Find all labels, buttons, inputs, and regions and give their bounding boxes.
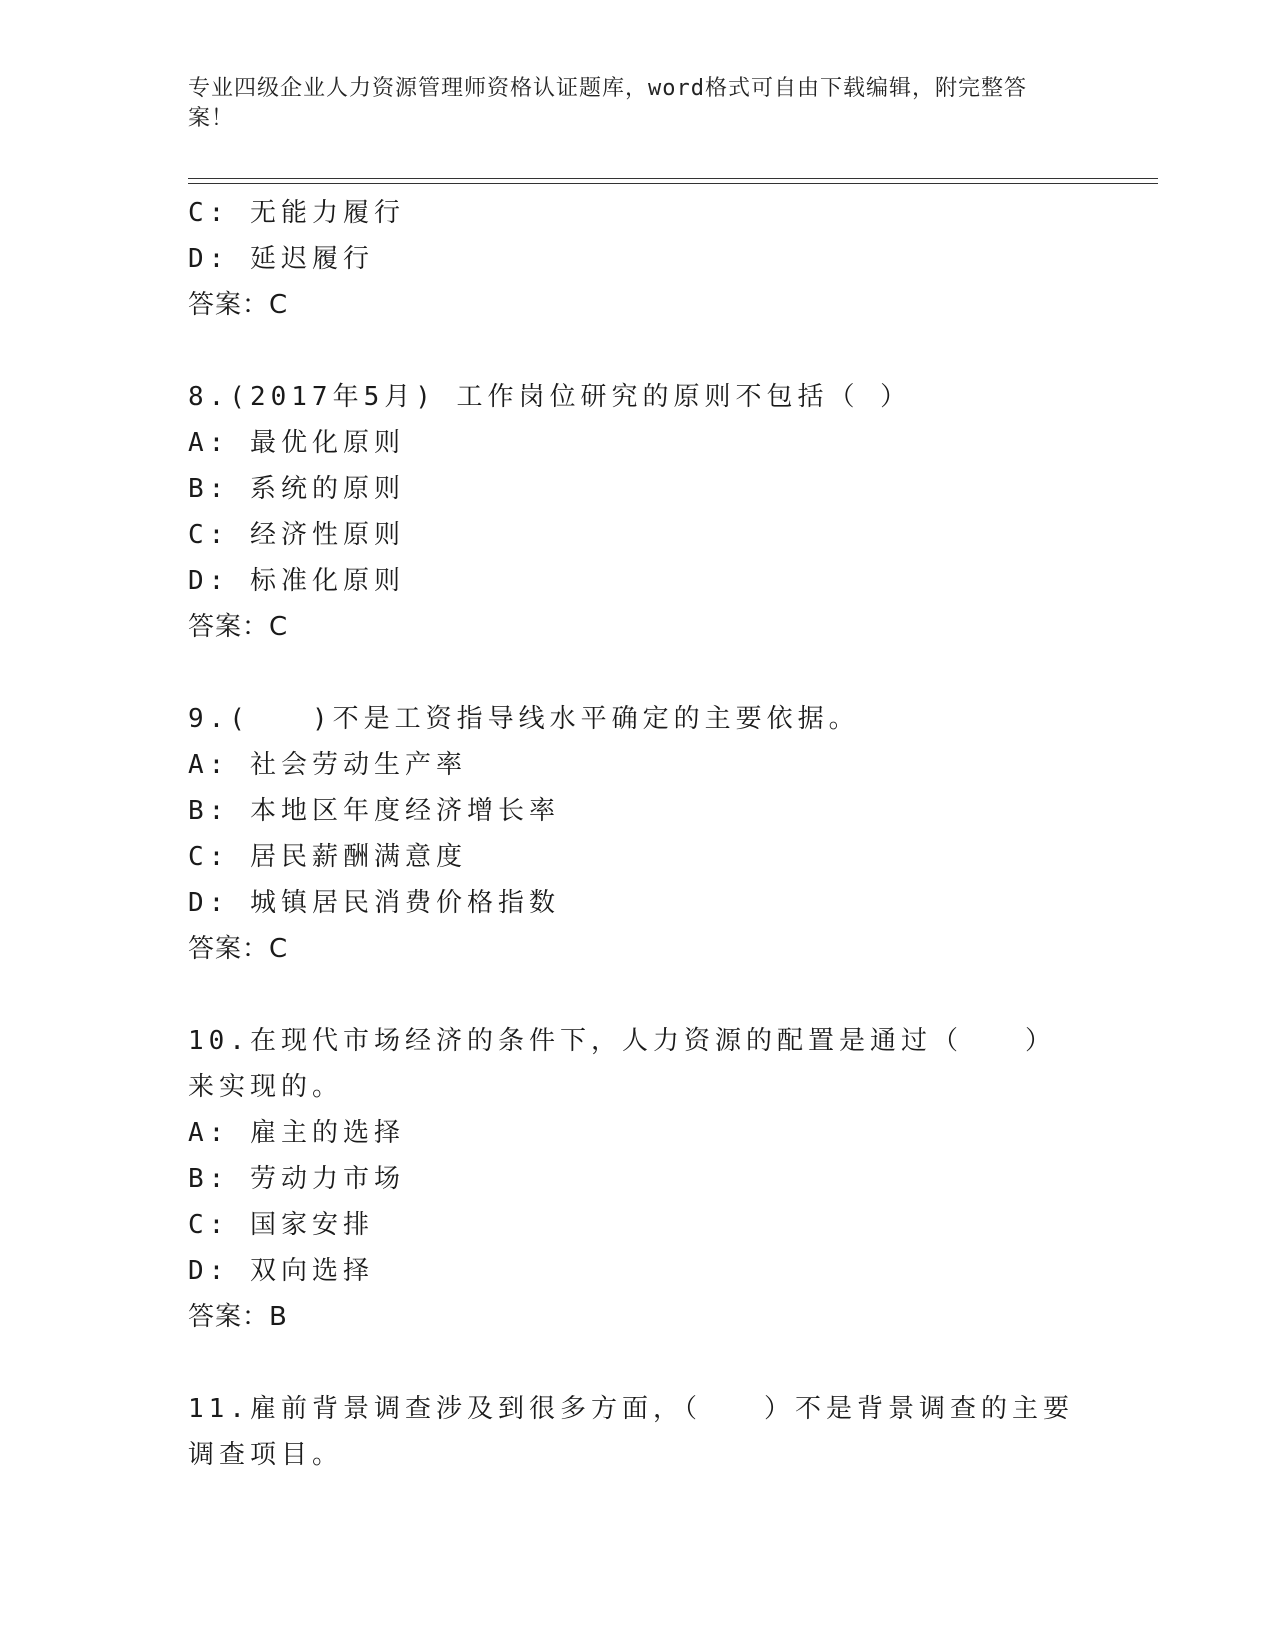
question-11 xyxy=(188,1386,1088,1478)
answer-line: 答案：C xyxy=(188,612,289,642)
option-b: B: 劳动力市场 xyxy=(188,1164,405,1194)
option-d: D: 城镇居民消费价格指数 xyxy=(188,888,560,918)
option-c: C: 居民薪酬满意度 xyxy=(188,842,467,872)
option-c: C: 国家安排 xyxy=(188,1210,374,1240)
option-a: A: 雇主的选择 xyxy=(188,1118,405,1148)
option-c: C: 无能力履行 xyxy=(188,198,405,228)
option-b: B: 本地区年度经济增长率 xyxy=(188,796,560,826)
question-text: 10.在现代市场经济的条件下，人力资源的配置是通过（ ）来实现的。 xyxy=(188,1026,1056,1102)
answer-line: 答案：C xyxy=(188,934,289,964)
question-10 xyxy=(188,1018,1088,1340)
question-text: 11.雇前背景调查涉及到很多方面，（ ）不是背景调查的主要调查项目。 xyxy=(188,1394,1074,1470)
option-a: A: 最优化原则 xyxy=(188,428,405,458)
option-d: D: 延迟履行 xyxy=(188,244,374,274)
question-9 xyxy=(188,696,1088,972)
answer-line: 答案：B xyxy=(188,1302,288,1332)
option-d: D: 标准化原则 xyxy=(188,566,405,596)
question-text: 9.( )不是工资指导线水平确定的主要依据。 xyxy=(188,704,860,734)
answer-line: 答案：C xyxy=(188,290,289,320)
option-b: B: 系统的原则 xyxy=(188,474,405,504)
header-divider-thick xyxy=(188,178,1158,179)
previous-question-tail xyxy=(188,190,1088,328)
page-header: 专业四级企业人力资源管理师资格认证题库，word格式可自由下载编辑，附完整答案！ xyxy=(188,76,1027,131)
option-a: A: 社会劳动生产率 xyxy=(188,750,467,780)
question-list xyxy=(188,190,1088,1478)
option-d: D: 双向选择 xyxy=(188,1256,374,1286)
header-divider-thin xyxy=(188,183,1158,184)
option-c: C: 经济性原则 xyxy=(188,520,405,550)
question-8 xyxy=(188,374,1088,650)
question-text: 8.(2017年5月) 工作岗位研究的原则不包括（ ） xyxy=(188,382,912,412)
